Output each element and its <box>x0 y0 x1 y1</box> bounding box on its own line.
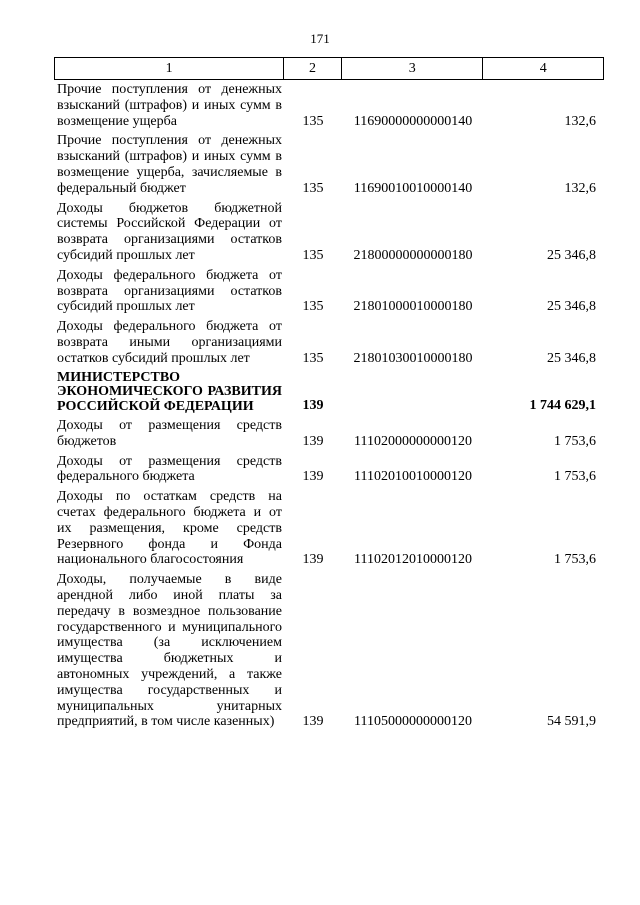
budget-code: 11105000000000120 <box>354 714 472 730</box>
budget-code: 21801030010000180 <box>353 350 473 366</box>
admin-code: 139 <box>302 469 324 485</box>
income-name: Доходы от размещения средств федерального бюджета <box>57 453 282 485</box>
amount: 132,6 <box>564 180 596 196</box>
table-row <box>54 489 604 568</box>
budget-code: 11102010010000120 <box>354 469 472 485</box>
admin-code: 139 <box>302 433 324 449</box>
admin-code: 139 <box>302 398 324 414</box>
amount: 132,6 <box>564 113 596 129</box>
header-col-2: 2 <box>284 58 342 79</box>
table-row <box>54 454 604 486</box>
table-header <box>54 57 604 80</box>
admin-code: 135 <box>302 113 324 129</box>
income-name: Прочие поступления от денежных взысканий (штрафов) и иных сумм в возмещение ущерба, зачисляемые в федеральный бюджет <box>57 133 282 196</box>
budget-code: 21801000010000180 <box>353 299 473 315</box>
budget-code: 11690010010000140 <box>353 180 473 196</box>
amount: 1 753,6 <box>554 469 596 485</box>
table-row <box>54 572 604 730</box>
admin-code: 139 <box>302 552 324 568</box>
income-name: Доходы бюджетов бюджетной системы Российской Федерации от возврата организациями остатков субсидий прошлых лет <box>57 200 282 263</box>
header-col-4: 4 <box>539 60 547 76</box>
table-row <box>54 319 604 366</box>
income-name: Доходы по остаткам средств на счетах федерального бюджета и от их размещения, кроме средств Резервного фонда и Фонда национального благосостояния <box>57 489 282 568</box>
budget-code: 21800000000000180 <box>353 247 473 263</box>
admin-code: 135 <box>302 247 324 263</box>
admin-code: 135 <box>302 299 324 315</box>
table-row <box>54 268 604 315</box>
header-col-3: 3 <box>342 58 483 79</box>
admin-code: 135 <box>302 180 324 196</box>
income-name: Доходы, получаемые в виде арендной либо иной платы за передачу в возмездное пользование государственного и муниципального имущества (за исключением имущества бюджетных и автономных учреждений, а также имущества государственных и муниципальных унитарных предприятий, в том числе казенных) <box>57 572 282 730</box>
ministry-name: МИНИСТЕРСТВО ЭКОНОМИЧЕСКОГО РАЗВИТИЯ РОССИЙСКОЙ ФЕДЕРАЦИИ <box>57 369 282 414</box>
amount: 25 346,8 <box>547 247 596 263</box>
income-name: Прочие поступления от денежных взысканий (штрафов) и иных сумм в возмещение ущерба <box>57 82 282 129</box>
income-name: Доходы федерального бюджета от возврата иными организациями остатков субсидий прошлых лет <box>57 319 282 366</box>
amount: 54 591,9 <box>547 714 596 730</box>
admin-code: 135 <box>302 350 324 366</box>
header-col-1: 1 <box>55 58 284 79</box>
income-name: Доходы от размещения средств бюджетов <box>57 418 282 449</box>
income-name: Доходы федерального бюджета от возврата организациями остатков субсидий прошлых лет <box>57 267 282 315</box>
admin-code: 139 <box>302 714 324 730</box>
budget-code: 11102000000000120 <box>354 433 472 449</box>
amount: 1 744 629,1 <box>529 398 596 414</box>
budget-code: 11690000000000140 <box>353 113 473 129</box>
table-row <box>54 201 604 264</box>
amount: 1 753,6 <box>554 433 596 449</box>
table-row <box>54 133 604 196</box>
amount: 1 753,6 <box>554 552 596 568</box>
amount: 25 346,8 <box>547 350 596 366</box>
budget-code: 11102012010000120 <box>354 552 472 568</box>
page-number: 171 <box>310 31 330 46</box>
amount: 25 346,8 <box>547 299 596 315</box>
ministry-row <box>54 371 604 415</box>
table-row <box>54 418 604 450</box>
table-row <box>54 82 604 129</box>
budget-table <box>54 57 604 730</box>
